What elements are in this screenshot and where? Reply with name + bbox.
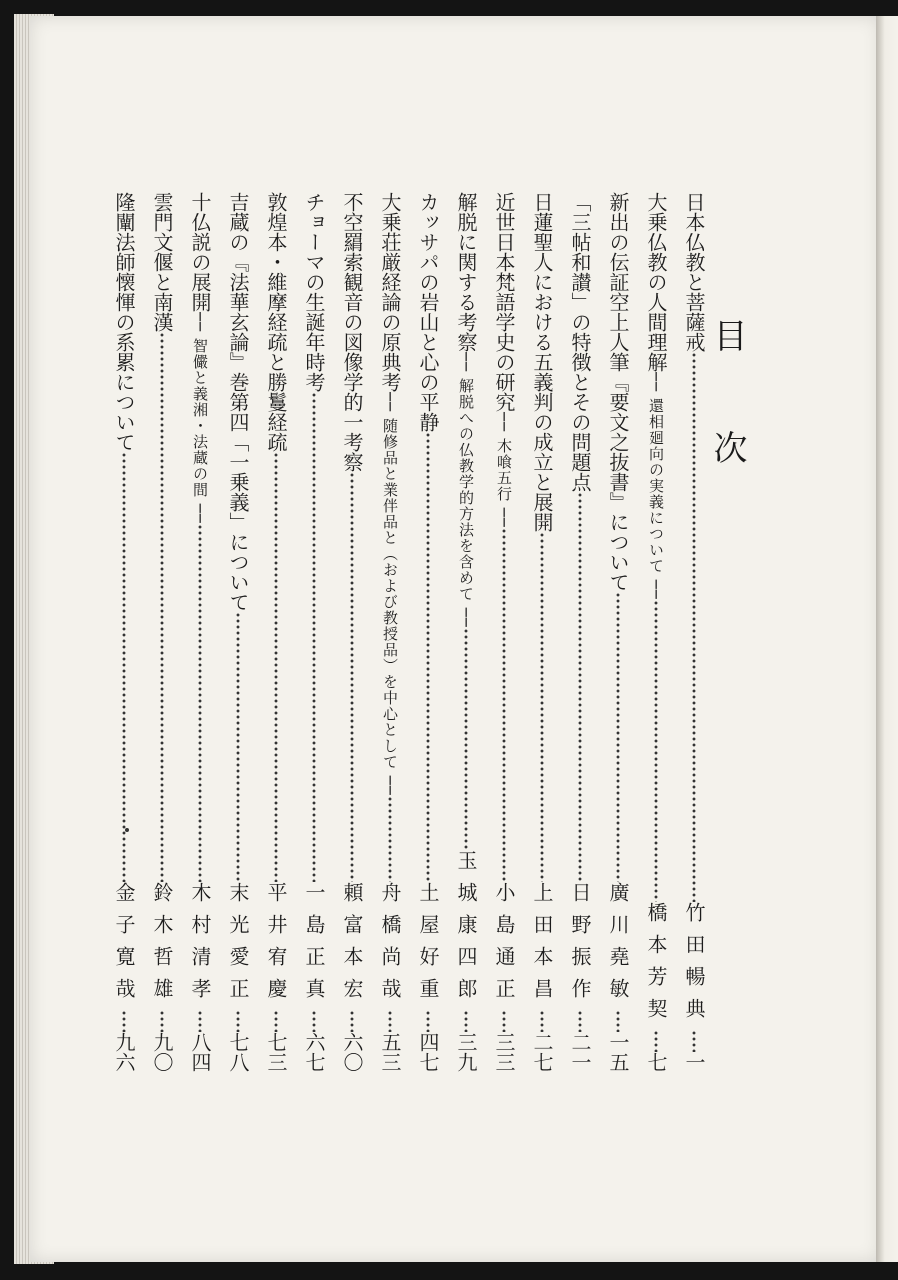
entry-author: 一島正真 xyxy=(302,882,326,1010)
entry-subtitle: ── 解脱への仏教学的方法を含めて ── xyxy=(457,352,475,628)
dot-leader xyxy=(644,1030,668,1052)
toc-entry xyxy=(452,192,480,1072)
dot-leader xyxy=(568,492,592,882)
entry-author: 竹田暢典 xyxy=(682,902,706,1030)
dot-leader xyxy=(682,1030,706,1052)
gutter-shadow xyxy=(876,16,898,1262)
dot-leader xyxy=(340,1010,364,1032)
entry-author: 末光愛正 xyxy=(226,882,250,1010)
toc-entry xyxy=(604,192,632,1072)
toc-entry xyxy=(566,192,594,1072)
entry-title: 不空羂索観音の図像学的一考察 xyxy=(340,192,364,472)
entry-author: 鈴木哲雄 xyxy=(150,882,174,1010)
entry-subtitle: ── 木喰五行 ── xyxy=(495,412,513,528)
entry-page-number: 三九 xyxy=(454,1032,478,1072)
ink-speck xyxy=(125,828,129,832)
entry-author: 玉城康四郎 xyxy=(454,850,478,1010)
entry-page-number: 三三 xyxy=(492,1032,516,1072)
entry-subtitle: ── 智儼と義湘・法蔵の間 ── xyxy=(191,312,209,524)
dot-leader xyxy=(264,452,288,882)
entry-title: 近世日本梵語学史の研究 xyxy=(492,192,516,412)
entry-author: 日野振作 xyxy=(568,882,592,1010)
toc-entry xyxy=(224,192,252,1072)
toc-entry xyxy=(376,192,404,1072)
dot-leader xyxy=(150,332,174,882)
entry-title: 大乗荘厳経論の原典考 xyxy=(378,192,402,392)
entry-author: 木村清孝 xyxy=(188,882,212,1010)
entry-title: 大乗仏教の人間理解 xyxy=(644,192,668,372)
entry-page-number: 七八 xyxy=(226,1032,250,1072)
entry-page-number: 六〇 xyxy=(340,1032,364,1072)
dot-leader xyxy=(416,1010,440,1032)
dot-leader xyxy=(226,612,250,882)
dot-leader xyxy=(302,392,326,882)
entry-subtitle: ── 随修品と業伴品と（および教授品）を中心として ── xyxy=(381,392,399,796)
dot-leader xyxy=(340,472,364,882)
entry-author: 土屋好重 xyxy=(416,882,440,1010)
entry-page-number: 四七 xyxy=(416,1032,440,1072)
entry-page-number: 七 xyxy=(644,1052,668,1072)
toc-entry xyxy=(528,192,556,1072)
dot-leader xyxy=(454,628,478,850)
dot-leader xyxy=(302,1010,326,1032)
dot-leader xyxy=(454,1010,478,1032)
dot-leader xyxy=(188,524,212,882)
dot-leader xyxy=(530,1010,554,1032)
entry-subtitle: ── 還相廻向の実義について ── xyxy=(647,372,665,600)
entry-page-number: 二一 xyxy=(568,1032,592,1072)
entry-author: 舟橋尚哉 xyxy=(378,882,402,1010)
toc-entry xyxy=(642,192,670,1072)
dot-leader xyxy=(568,1010,592,1032)
toc-entry xyxy=(300,192,328,1072)
dot-leader xyxy=(644,600,668,902)
entry-page-number: 九六 xyxy=(112,1032,136,1072)
dot-leader xyxy=(264,1010,288,1032)
dot-leader xyxy=(492,528,516,882)
entry-page-number: 一 xyxy=(682,1052,706,1072)
entry-author: 橋本芳契 xyxy=(644,902,668,1030)
entry-author: 平井宥慶 xyxy=(264,882,288,1010)
toc-heading: 目次 xyxy=(707,318,747,542)
entry-title: 隆闡法師懐惲の系累について xyxy=(112,192,136,452)
entry-title: 敦煌本・維摩経疏と勝鬘経疏 xyxy=(264,192,288,452)
dot-leader xyxy=(682,352,706,902)
dot-leader xyxy=(112,452,136,882)
entry-page-number: 八四 xyxy=(188,1032,212,1072)
toc-entry xyxy=(148,192,176,1072)
entry-page-number: 六七 xyxy=(302,1032,326,1072)
entry-page-number: 九〇 xyxy=(150,1032,174,1072)
entry-title: 「三帖和讃」の特徴とその問題点 xyxy=(568,192,592,492)
dot-leader xyxy=(150,1010,174,1032)
toc-entry xyxy=(262,192,290,1072)
entry-author: 小島通正 xyxy=(492,882,516,1010)
entry-title: 解脱に関する考察 xyxy=(454,192,478,352)
entry-title: 十仏説の展開 xyxy=(188,192,212,312)
dot-leader xyxy=(416,432,440,882)
dot-leader xyxy=(606,592,630,882)
toc-entry xyxy=(414,192,442,1072)
dot-leader xyxy=(226,1010,250,1032)
dot-leader xyxy=(492,1010,516,1032)
toc-list xyxy=(100,192,708,1072)
entry-page-number: 二七 xyxy=(530,1032,554,1072)
entry-author: 上田本昌 xyxy=(530,882,554,1010)
entry-page-number: 七三 xyxy=(264,1032,288,1072)
entry-author: 廣川堯敏 xyxy=(606,882,630,1010)
dot-leader xyxy=(112,1010,136,1032)
entry-author: 金子寛哉 xyxy=(112,882,136,1010)
dot-leader xyxy=(606,1010,630,1032)
dot-leader xyxy=(378,1010,402,1032)
toc-entry xyxy=(338,192,366,1072)
entry-page-number: 一五 xyxy=(606,1032,630,1072)
entry-title: カッサパの岩山と心の平静 xyxy=(416,192,440,432)
entry-title: 日本仏教と菩薩戒 xyxy=(682,192,706,352)
entry-page-number: 五三 xyxy=(378,1032,402,1072)
dot-leader xyxy=(188,1010,212,1032)
toc-entry xyxy=(490,192,518,1072)
entry-title: 吉蔵の『法華玄論』巻第四「一乗義」について xyxy=(226,192,250,612)
toc-entry xyxy=(110,192,138,1072)
dot-leader xyxy=(378,796,402,882)
dot-leader xyxy=(530,532,554,882)
entry-title: 新出の伝証空上人筆『要文之抜書』について xyxy=(606,192,630,592)
entry-title: 雲門文偃と南漢 xyxy=(150,192,174,332)
entry-title: 日蓮聖人における五義判の成立と展開 xyxy=(530,192,554,532)
entry-title: チョーマの生誕年時考 xyxy=(302,192,326,392)
toc-entry xyxy=(680,192,708,1072)
entry-author: 頼富本宏 xyxy=(340,882,364,1010)
toc-entry xyxy=(186,192,214,1072)
